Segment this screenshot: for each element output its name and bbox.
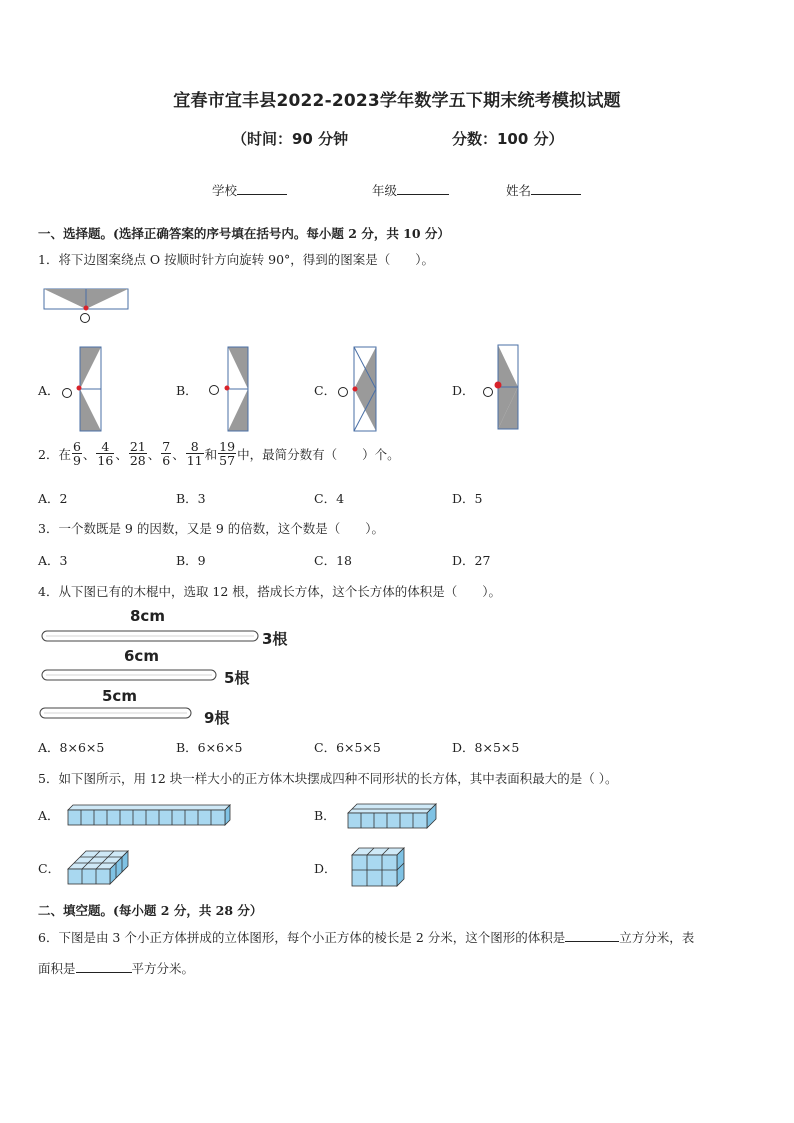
q6-volume-blank[interactable] <box>565 927 619 942</box>
school-label: 学校 <box>212 183 238 198</box>
q5-option-b-figure <box>346 802 440 830</box>
stick-2-count: 5根 <box>224 669 250 687</box>
stick-3 <box>38 706 194 720</box>
stick-2 <box>40 668 220 682</box>
q2-text <box>38 440 400 467</box>
stick-2-length: 6cm <box>124 647 159 665</box>
q6-line1 <box>38 927 694 946</box>
fraction-5-num: 8 <box>186 440 204 454</box>
separator: 、 <box>147 446 161 462</box>
q5-option-d[interactable]: D． <box>314 861 337 876</box>
name-field <box>506 180 581 199</box>
q1-option-d[interactable]: D． <box>452 383 475 398</box>
q5-option-d-figure <box>350 846 408 888</box>
q1-option-a[interactable]: A． <box>38 383 60 398</box>
fraction-2-den: 16 <box>97 453 114 469</box>
page-title: 宜春市宜丰县2022-2023学年数学五下期末统考模拟试题 <box>173 91 621 111</box>
q6-text-2: 面积是 <box>38 961 76 976</box>
q2-option-a[interactable]: A．2 <box>38 491 68 506</box>
q5-option-a-figure <box>66 803 234 827</box>
fraction-3-num: 21 <box>129 439 146 454</box>
q1-option-d-figure <box>480 344 526 432</box>
separator: 、 <box>115 446 128 462</box>
fraction-2 <box>96 440 114 467</box>
fraction-5 <box>186 440 204 467</box>
q2-suffix: 中，最简分数有（ ）个。 <box>237 446 400 462</box>
grade-blank[interactable] <box>397 180 449 195</box>
separator: 、 <box>172 446 185 462</box>
fraction-6-num: 19 <box>219 439 236 454</box>
q1-text: 1．将下边图案绕点 O 按顺时针方向旋转 90°，得到的图案是（ ）。 <box>38 252 435 267</box>
fraction-3 <box>129 440 147 467</box>
fraction-4-num: 7 <box>162 439 171 454</box>
q4-option-a[interactable]: A．8×6×5 <box>38 740 105 755</box>
q1-option-c-figure <box>334 346 380 432</box>
score-label: 分数：100 分） <box>452 130 564 148</box>
fraction-6-den: 57 <box>219 453 236 469</box>
q5-option-c[interactable]: C． <box>38 861 61 876</box>
q3-option-c[interactable]: C．18 <box>314 553 352 568</box>
fraction-1-num: 6 <box>72 439 81 454</box>
stick-1 <box>40 629 262 643</box>
q3-option-a[interactable]: A．3 <box>38 553 68 568</box>
q3-text: 3．一个数既是 9 的因数，又是 9 的倍数，这个数是（ ）。 <box>38 521 385 536</box>
q3-option-b[interactable]: B．9 <box>176 553 206 568</box>
q1-original-figure <box>40 286 132 326</box>
fraction-6 <box>218 440 236 467</box>
name-blank[interactable] <box>531 180 581 195</box>
q1-option-b-figure <box>206 346 252 432</box>
fraction-1 <box>72 440 82 467</box>
q6-unit-1: 立方分米，表 <box>619 930 695 945</box>
q6-area-blank[interactable] <box>76 958 132 973</box>
q1-option-c[interactable]: C． <box>314 383 337 398</box>
fraction-1-den: 9 <box>72 453 81 469</box>
stick-1-count: 3根 <box>262 630 288 648</box>
q4-option-b[interactable]: B．6×6×5 <box>176 740 243 755</box>
q4-text: 4．从下图已有的木棍中，选取 12 根，搭成长方体，这个长方体的体积是（ ）。 <box>38 584 502 599</box>
q6-text-1: 6．下图是由 3 个小正方体拼成的立体图形，每个小正方体的棱长是 2 分米，这个图形的体积是 <box>38 930 566 945</box>
q2-option-c[interactable]: C．4 <box>314 491 345 506</box>
q5-option-c-figure <box>66 848 132 886</box>
q3-option-d[interactable]: D．27 <box>452 553 491 568</box>
separator: 、 <box>82 446 96 462</box>
q6-unit-2: 平方分米。 <box>131 961 195 976</box>
stick-3-count: 9根 <box>204 709 230 727</box>
q5-option-b[interactable]: B． <box>314 808 336 823</box>
q4-option-d[interactable]: D．8×5×5 <box>452 740 520 755</box>
q1-option-b[interactable]: B． <box>176 383 198 398</box>
q2-option-b[interactable]: B．3 <box>176 491 206 506</box>
grade-field <box>372 180 449 199</box>
q2-prefix: 2．在 <box>38 446 71 462</box>
fraction-4 <box>161 440 171 467</box>
fraction-5-den: 11 <box>186 453 203 469</box>
fraction-3-den: 28 <box>129 453 146 469</box>
q5-option-a[interactable]: A． <box>38 808 60 823</box>
school-field <box>212 180 287 199</box>
stick-1-length: 8cm <box>130 607 165 625</box>
school-blank[interactable] <box>237 180 287 195</box>
grade-label: 年级 <box>372 183 398 198</box>
q4-option-c[interactable]: C．6×5×5 <box>314 740 381 755</box>
q5-text: 5．如下图所示，用 12 块一样大小的正方体木块摆成四种不同形状的长方体，其中表面积最大的是（ ）。 <box>38 771 618 786</box>
fraction-4-den: 6 <box>162 453 171 469</box>
fraction-2-num: 4 <box>96 440 114 454</box>
section2-heading: 二、填空题。(每小题 2 分，共 28 分） <box>38 903 263 918</box>
time-label: （时间：90 分钟 <box>232 130 349 148</box>
stick-3-length: 5cm <box>102 687 137 705</box>
and-word: 和 <box>204 446 218 462</box>
section1-heading: 一、选择题。(选择正确答案的序号填在括号内。每小题 2 分，共 10 分） <box>38 226 450 241</box>
q1-option-a-figure <box>60 346 106 432</box>
q6-line2 <box>38 958 194 977</box>
q2-option-d[interactable]: D．5 <box>452 491 483 506</box>
name-label: 姓名 <box>506 183 532 198</box>
